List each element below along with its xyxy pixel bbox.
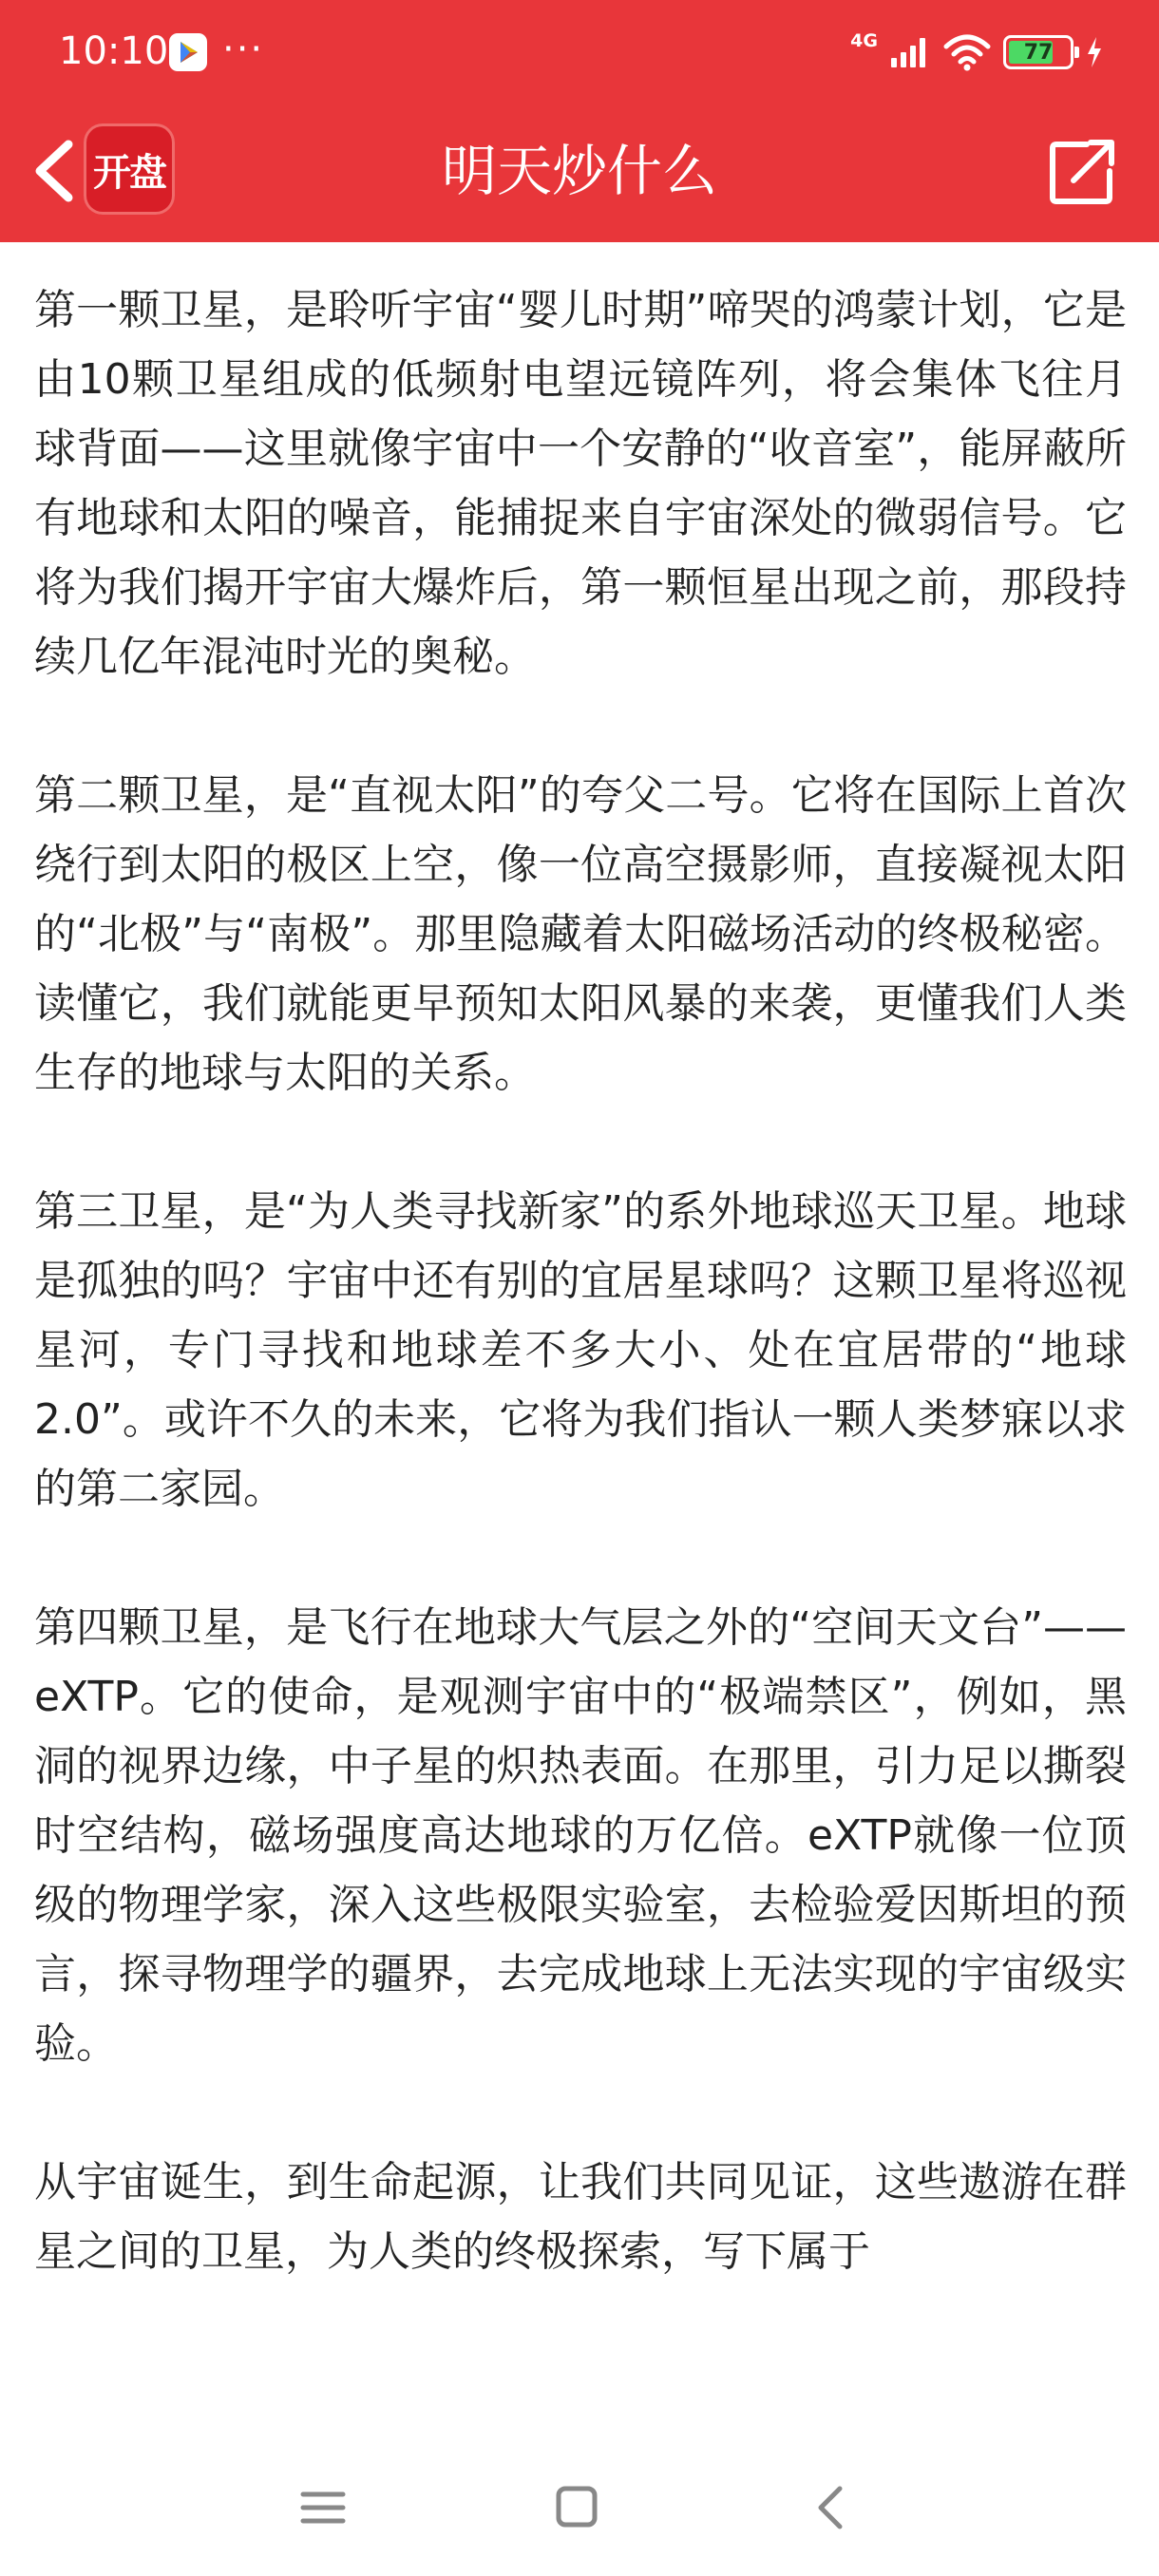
share-icon <box>1045 133 1121 209</box>
status-indicators <box>850 28 1104 76</box>
play-store-icon <box>169 33 207 71</box>
battery-level: 77 <box>1023 40 1054 65</box>
home-button[interactable] <box>543 2479 610 2536</box>
status-bar <box>0 0 1159 104</box>
status-time: 10:10 <box>59 29 169 73</box>
app-logo-text: 开盘 <box>93 150 165 195</box>
recent-apps-button[interactable] <box>290 2479 356 2536</box>
signal-icon <box>889 35 931 69</box>
article-paragraph: 第一颗卫星，是聆听宇宙“婴儿时期”啼哭的鸿蒙计划，它是由10颗卫星组成的低频射电望远镜阵列，将会集体飞往月球背面——这里就像宇宙中一个安静的“收音室”，能屏蔽所有地球和太阳的噪音，能捕捉来自宇宙深处的微弱信号。它将为我们揭开宇宙大爆炸后，第一颗恒星出现之前，那段持续几亿年混沌时光的奥秘。 <box>34 286 1127 681</box>
share-button[interactable] <box>1045 133 1121 209</box>
article-body <box>34 275 1127 2432</box>
charging-icon <box>1085 35 1104 69</box>
menu-icon <box>290 2479 356 2536</box>
home-icon <box>543 2479 610 2536</box>
system-back-button[interactable] <box>798 2479 864 2536</box>
wifi-icon <box>942 33 992 71</box>
nav-bar <box>0 104 1159 242</box>
app-header <box>0 0 1159 242</box>
battery-icon <box>1003 35 1074 69</box>
network-type-label: 4G <box>850 30 878 51</box>
article-paragraph: 从宇宙诞生，到生命起源，让我们共同见证，这些遨游在群星之间的卫星，为人类的终极探索，写下属于 <box>34 2158 1127 2276</box>
back-icon <box>798 2479 864 2536</box>
article-paragraph: 第三卫星，是“为人类寻找新家”的系外地球巡天卫星。地球是孤独的吗？宇宙中还有别的宜居星球吗？这颗卫星将巡视星河，专门寻找和地球差不多大小、处在宜居带的“地球2.0”。或许不久的未来，它将为我们指认一颗人类梦寐以求的第二家园。 <box>34 1187 1127 1513</box>
article-paragraph: 第四颗卫星，是飞行在地球大气层之外的“空间天文台”——eXTP。它的使命，是观测宇宙中的“极端禁区”，例如，黑洞的视界边缘，中子星的炽热表面。在那里，引力足以撕裂时空结构，磁场强度高达地球的万亿倍。eXTP就像一位顶级的物理学家，深入这些极限实验室，去检验爱因斯坦的预言，探寻物理学的疆界，去完成地球上无法实现的宇宙级实验。 <box>34 1603 1127 2068</box>
page-title: 明天炒什么 <box>441 139 717 203</box>
article-paragraph: 第二颗卫星，是“直视太阳”的夸父二号。它将在国际上首次绕行到太阳的极区上空，像一位高空摄影师，直接凝视太阳的“北极”与“南极”。那里隐藏着太阳磁场活动的终极秘密。读懂它，我们就能更早预知太阳风暴的来袭，更懂我们人类生存的地球与太阳的关系。 <box>34 771 1127 1097</box>
more-notifications-icon: ··· <box>222 28 265 71</box>
system-navigation-bar <box>0 2441 1159 2576</box>
